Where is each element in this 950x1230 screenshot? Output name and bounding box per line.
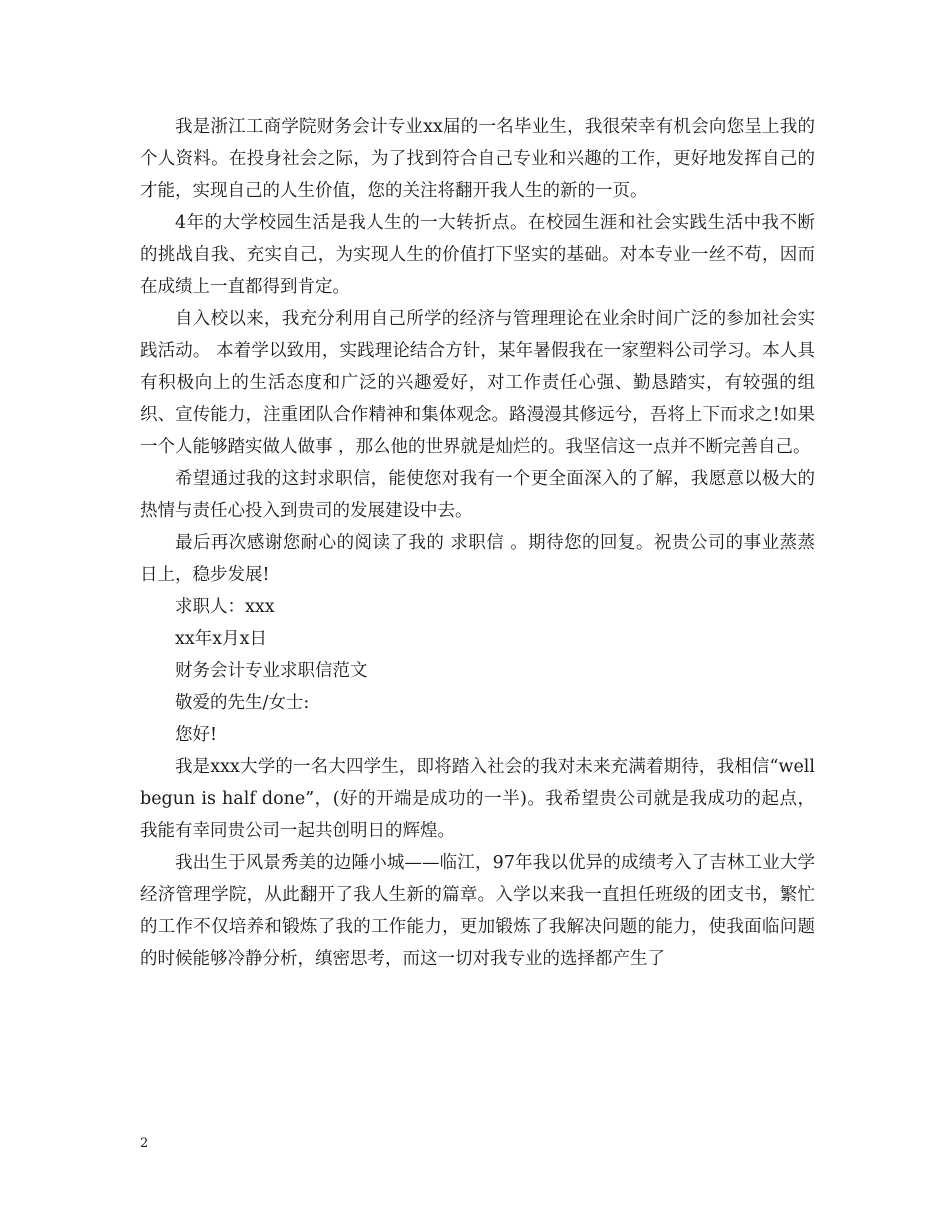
paragraph-thanks: 最后再次感谢您耐心的阅读了我的 求职信 。期待您的回复。祝贵公司的事业蒸蒸日上，稳步发展!: [140, 533, 815, 585]
paragraph-hope: 希望通过我的这封求职信，能使您对我有一个更全面深入的了解，我愿意以极大的热情与责任心投入到贵司的发展建设中去。: [140, 469, 815, 521]
paragraph-university-life: 4年的大学校园生活是我人生的一大转折点。在校园生涯和社会实践生活中我不断的挑战自我、充实自己，为实现人生的价值打下坚实的基础。对本专业一丝不苟，因而在成绩上一直都得到肯定。: [140, 213, 815, 297]
letter-body: [140, 111, 815, 975]
paragraph-student-intro: 我是xxx大学的一名大四学生，即将踏入社会的我对未来充满着期待，我相信“well begun is half done”，(好的开端是成功的一半)。我希望贵公司就是我成功的起点，我能有幸同贵公司一起共创明日的辉煌。: [140, 757, 815, 841]
second-letter-title: 财务会计专业求职信范文: [175, 661, 368, 681]
paragraph-background: 我出生于风景秀美的边陲小城——临江，97年我以优异的成绩考入了吉林工业大学经济管理学院，从此翻开了我人生新的篇章。入学以来我一直担任班级的团支书，繁忙的工作不仅培养和锻炼了我的工作能力，更加锻炼了我解决问题的能力，使我面临问题的时候能够冷静分析，缜密思考，而这一切对我专业的选择都产生了: [140, 853, 815, 969]
greeting: 您好!: [175, 725, 218, 745]
letter-date: xx年x月x日: [175, 629, 267, 649]
paragraph-social-practice: 自入校以来，我充分利用自己所学的经济与管理理论在业余时间广泛的参加社会实践活动。 本着学以致用，实践理论结合方针，某年暑假我在一家塑料公司学习。本人具有积极向上的生活态度和广泛的兴趣爱好，对工作责任心强、勤恳踏实，有较强的组织、宣传能力，注重团队合作精神和集体观念。路漫漫其修远兮，吾将上下而求之!如果一个人能够踏实做人做事 ，那么他的世界就是灿烂的。我坚信这一点并不断完善自己。: [140, 309, 815, 457]
signature: 求职人：xxx: [175, 597, 275, 617]
paragraph-intro: 我是浙江工商学院财务会计专业xx届的一名毕业生，我很荣幸有机会向您呈上我的个人资料。在投身社会之际，为了找到符合自己专业和兴趣的工作，更好地发挥自己的才能，实现自己的人生价值，您的关注将翻开我人生的新的一页。: [140, 117, 815, 201]
salutation: 敬爱的先生/女士:: [175, 693, 310, 713]
page-number: 2: [140, 1136, 149, 1151]
